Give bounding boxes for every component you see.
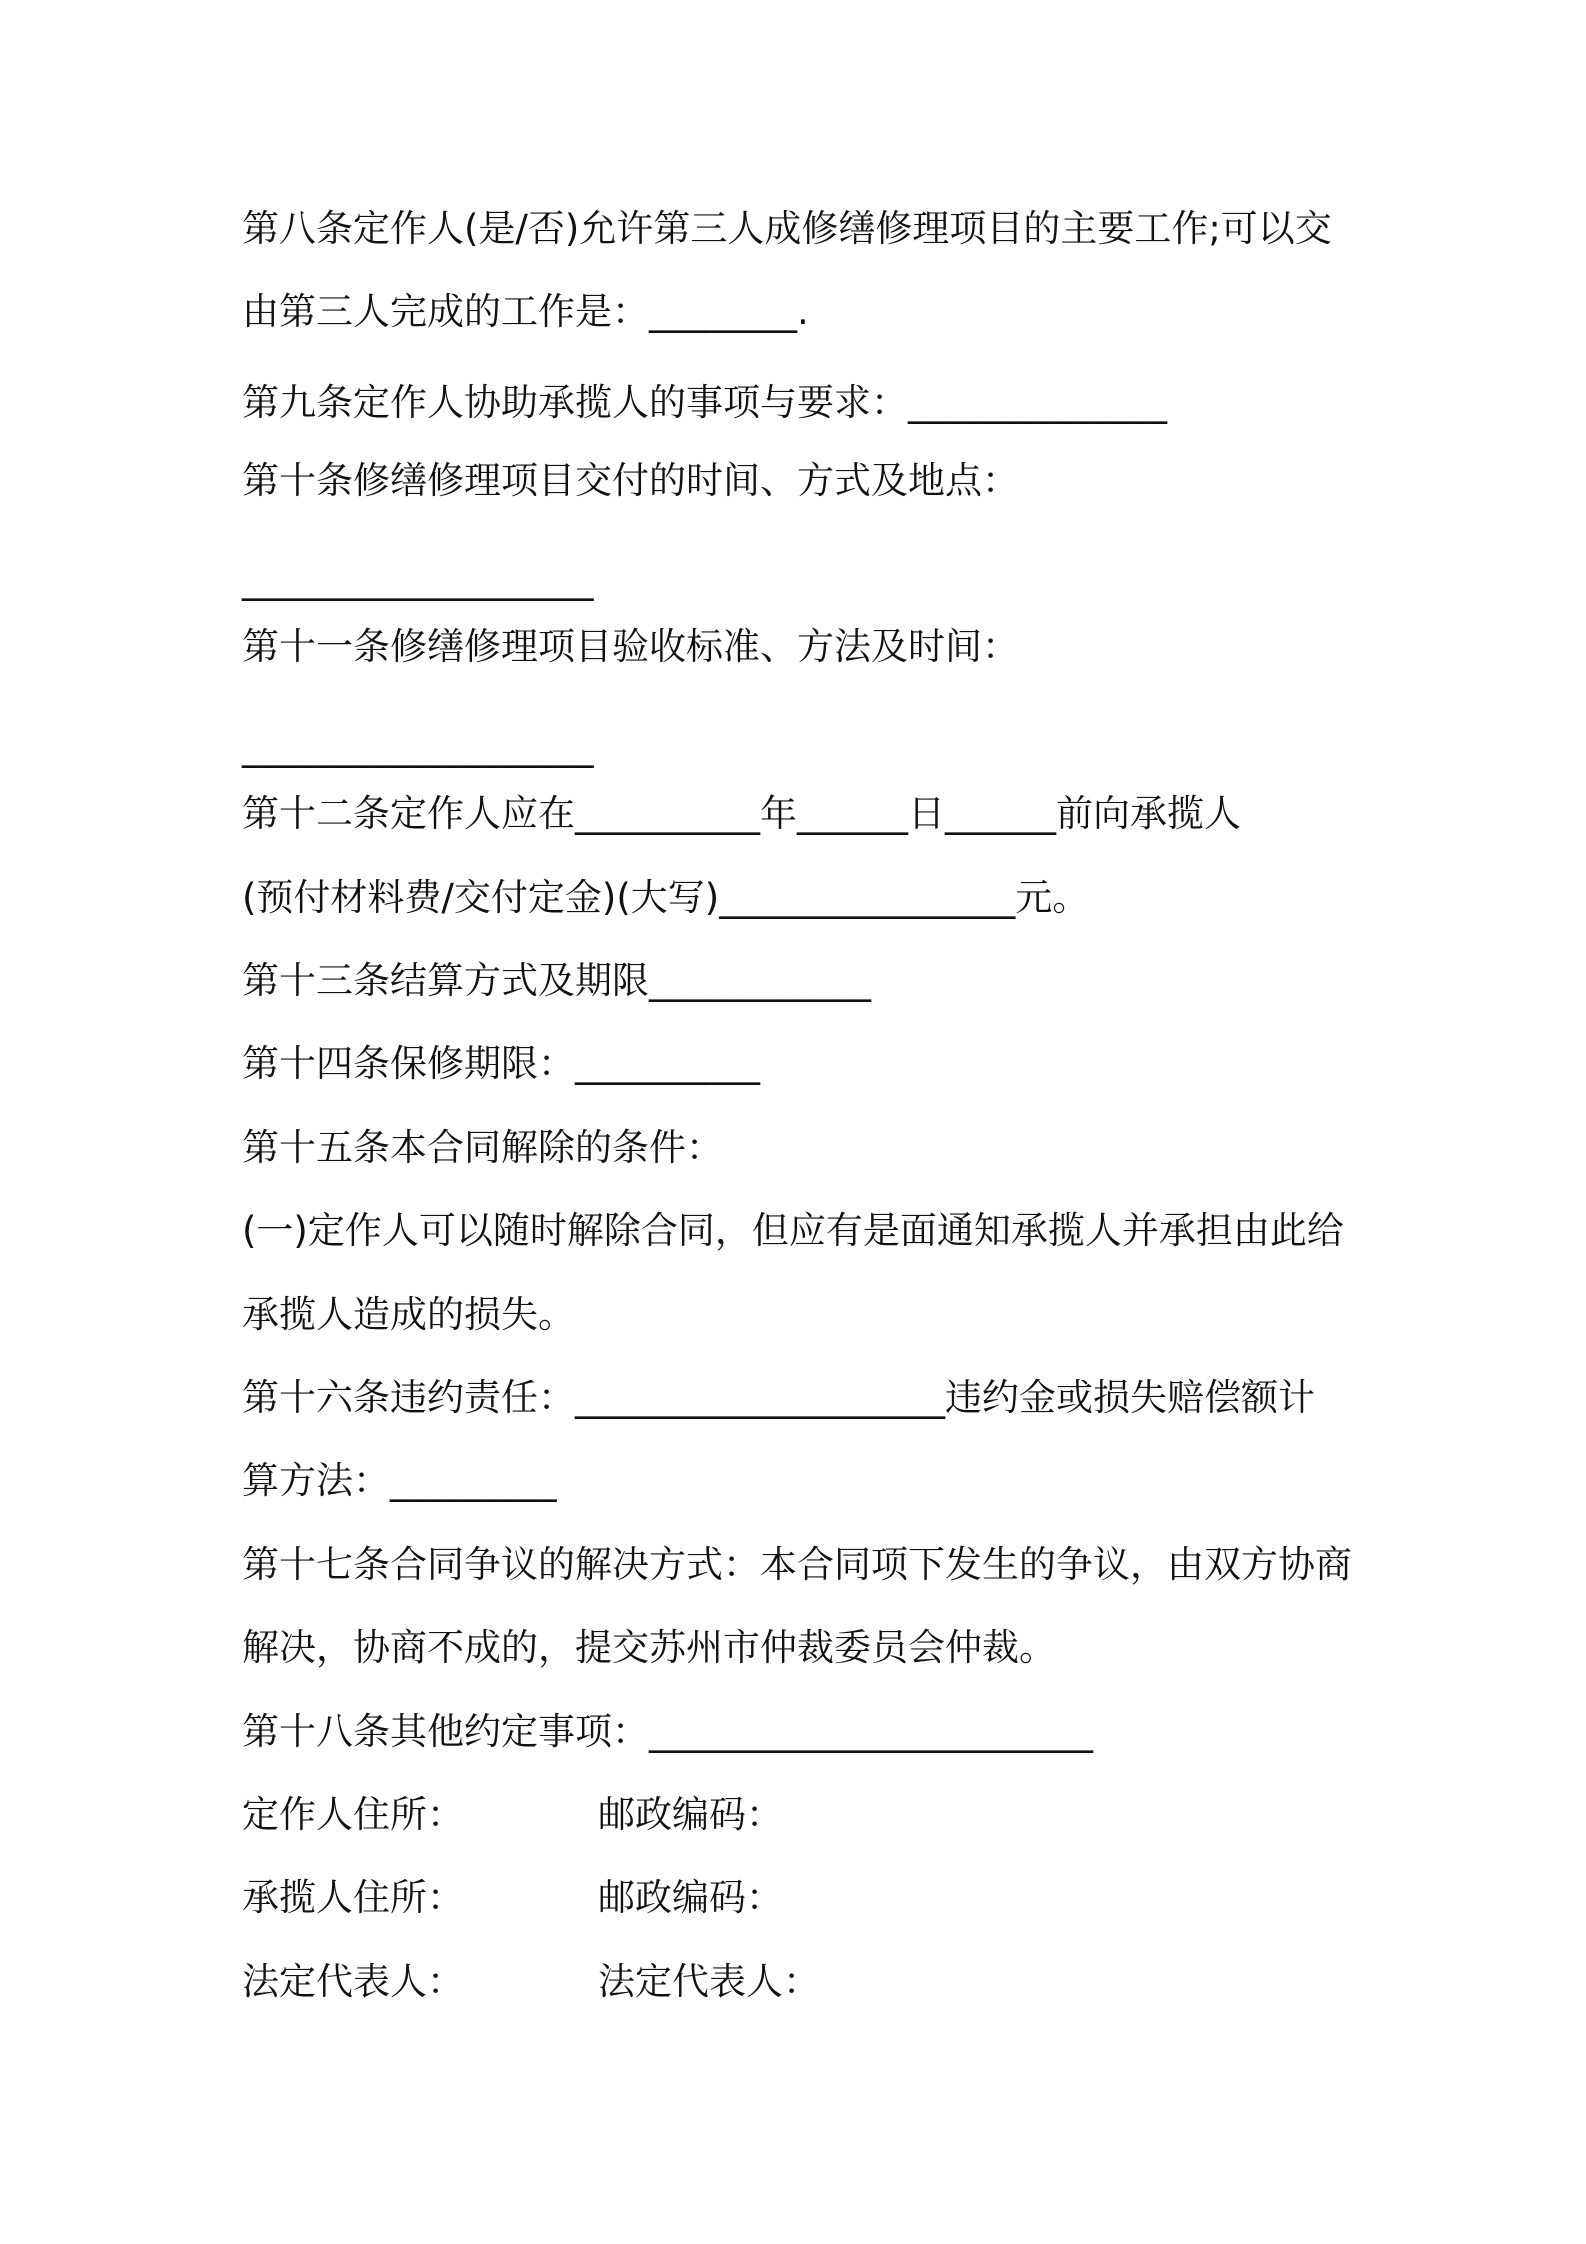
contractor-representative-label: 法定代表人：	[598, 1960, 820, 2003]
clause-8-line-1: 第八条定作人(是/否)允许第三人成修缮修理项目的主要工作;可以交	[242, 207, 1332, 250]
clause-12-line-1: 第十二条定作人应在__________年______日______前向承揽人	[242, 792, 1241, 835]
clause-15-heading: 第十五条本合同解除的条件：	[242, 1126, 723, 1169]
clause-10-blank: ___________________	[242, 558, 594, 601]
owner-address-label: 定作人住所：	[242, 1793, 464, 1836]
clause-14: 第十四条保修期限：__________	[242, 1042, 760, 1085]
clause-10-heading: 第十条修缮修理项目交付的时间、方式及地点：	[242, 459, 1019, 502]
contractor-postcode-label: 邮政编码：	[598, 1876, 783, 1919]
clause-17-line-2: 解决，协商不成的，提交苏州市仲裁委员会仲裁。	[242, 1626, 1056, 1669]
owner-representative-label: 法定代表人：	[242, 1960, 464, 2003]
clause-11-blank: ___________________	[242, 725, 594, 768]
clause-15-item-1-line-1: (一)定作人可以随时解除合同，但应有是面通知承揽人并承担由此给	[242, 1209, 1344, 1252]
clause-9: 第九条定作人协助承揽人的事项与要求：______________	[242, 381, 1167, 424]
clause-12-line-2: (预付材料费/交付定金)(大写)________________元。	[242, 876, 1090, 919]
clause-8-line-2: 由第三人完成的工作是：________.	[242, 290, 809, 333]
clause-16-line-2: 算方法：_________	[242, 1459, 557, 1502]
clause-16-line-1: 第十六条违约责任：____________________违约金或损失赔偿额计	[242, 1376, 1315, 1419]
clause-13: 第十三条结算方式及期限____________	[242, 959, 871, 1002]
owner-postcode-label: 邮政编码：	[598, 1793, 783, 1836]
clause-15-item-1-line-2: 承揽人造成的损失。	[242, 1293, 575, 1336]
contractor-address-label: 承揽人住所：	[242, 1876, 464, 1919]
clause-11-heading: 第十一条修缮修理项目验收标准、方法及时间：	[242, 625, 1019, 668]
clause-17-line-1: 第十七条合同争议的解决方式：本合同项下发生的争议，由双方协商	[242, 1543, 1352, 1586]
clause-18: 第十八条其他约定事项：________________________	[242, 1710, 1093, 1753]
